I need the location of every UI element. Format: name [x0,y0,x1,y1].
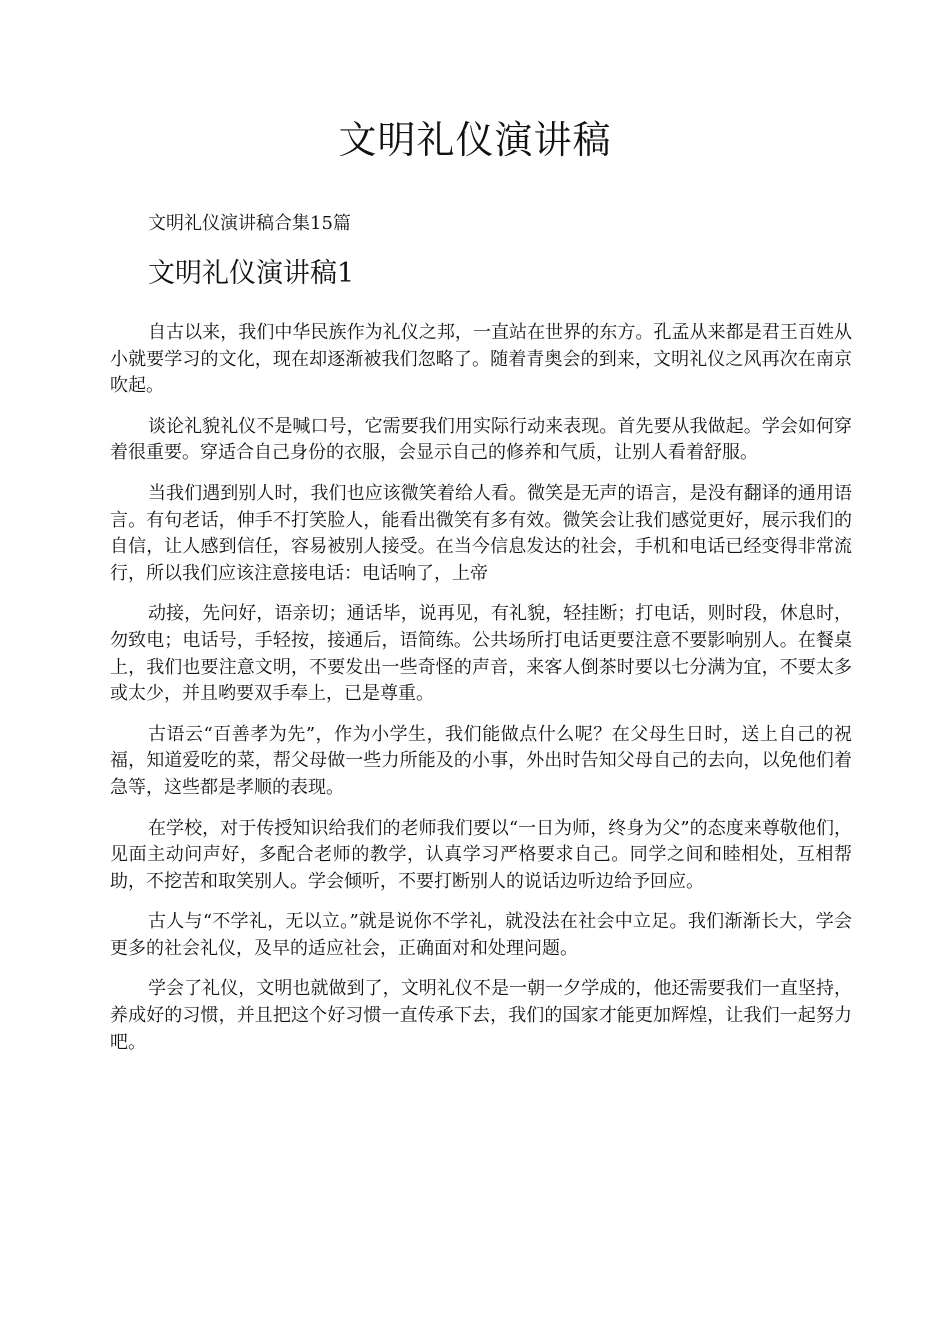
paragraph-5: 古语云“百善孝为先”，作为小学生，我们能做点什么呢？在父母生日时，送上自己的祝福，知道爱吃的菜，帮父母做一些力所能及的小事，外出时告知父母自己的去向，以免他们着急等，这些都是孝顺的表现。 [110,723,852,798]
paragraph-3: 当我们遇到别人时，我们也应该微笑着给人看。微笑是无声的语言，是没有翻译的通用语言。有句老话，伸手不打笑脸人，能看出微笑有多有效。微笑会让我们感觉更好，展示我们的自信，让人感到信任，容易被别人接受。在当今信息发达的社会，手机和电话已经变得非常流行，所以我们应该注意接电话：电话响了，上帝 [110,482,852,584]
paragraph-4: 动接，先问好，语亲切；通话毕，说再见，有礼貌，轻挂断；打电话，则时段，休息时，勿致电；电话号，手轻按，接通后，语简练。公共场所打电话更要注意不要影响别人。在餐桌上，我们也要注意文明，不要发出一些奇怪的声音，来客人倒茶时要以七分满为宜，不要太多或太少，并且哟要双手奉上，已是尊重。 [110,603,852,705]
paragraph-1: 自古以来，我们中华民族作为礼仪之邦，一直站在世界的东方。孔孟从来都是君王百姓从小就要学习的文化，现在却逐渐被我们忽略了。随着青奥会的到来，文明礼仪之风再次在南京吹起。 [110,322,852,397]
collection-subtitle: 文明礼仪演讲稿合集15篇 [148,213,351,234]
document-title: 文明礼仪演讲稿 [338,118,612,162]
paragraph-2: 谈论礼貌礼仪不是喊口号，它需要我们用实际行动来表现。首先要从我做起。学会如何穿着很重要。穿适合自己身份的衣服，会显示自己的修养和气质，让别人看着舒服。 [110,415,852,464]
section-heading: 文明礼仪演讲稿1 [148,258,355,289]
paragraph-6: 在学校，对于传授知识给我们的老师我们要以“一日为师，终身为父”的态度来尊敬他们，见面主动问声好，多配合老师的教学，认真学习严格要求自己。同学之间和睦相处，互相帮助，不挖苦和取笑别人。学会倾听，不要打断别人的说话边听边给予回应。 [110,817,852,892]
paragraph-8: 学会了礼仪，文明也就做到了，文明礼仪不是一朝一夕学成的，他还需要我们一直坚持，养成好的习惯，并且把这个好习惯一直传承下去，我们的国家才能更加辉煌，让我们一起努力吧。 [110,978,852,1053]
body-text [110,320,852,1070]
paragraph-7: 古人与“不学礼，无以立。”就是说你不学礼，就没法在社会中立足。我们渐渐长大，学会更多的社会礼仪，及早的适应社会，正确面对和处理问题。 [110,911,852,959]
